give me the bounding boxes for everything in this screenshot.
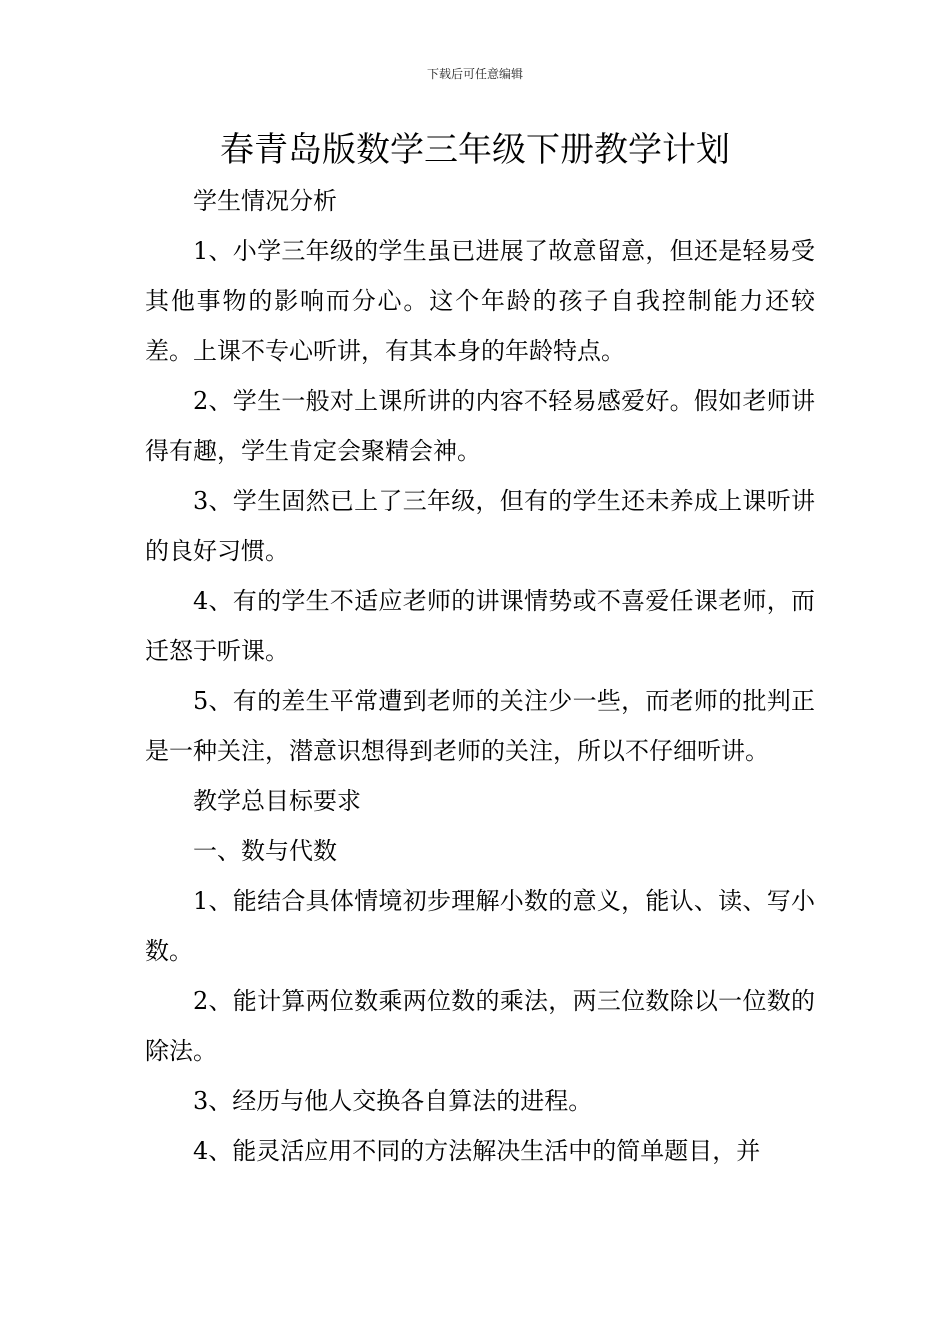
paragraph: 1、小学三年级的学生虽已进展了故意留意，但还是轻易受其他事物的影响而分心。这个年龄的孩子自我控制能力还较差。上课不专心听讲，有其本身的年龄特点。	[145, 237, 815, 365]
paragraph: 3、学生固然已上了三年级，但有的学生还未养成上课听讲的良好习惯。	[145, 487, 815, 565]
section-heading-teaching-goals: 教学总目标要求	[193, 787, 361, 815]
paragraph: 5、有的差生平常遭到老师的关注少一些，而老师的批判正是一种关注，潜意识想得到老师的关注，所以不仔细听讲。	[145, 687, 815, 765]
paragraph: 4、能灵活应用不同的方法解决生活中的简单题目，并	[193, 1137, 761, 1165]
paragraph: 1、能结合具体情境初步理解小数的意义，能认、读、写小数。	[145, 887, 815, 965]
document-title: 春青岛版数学三年级下册教学计划	[220, 130, 730, 170]
paragraph: 3、经历与他人交换各自算法的进程。	[193, 1087, 593, 1115]
subsection-heading-numbers-algebra: 一、数与代数	[193, 837, 337, 865]
section-heading-student-analysis: 学生情况分析	[193, 187, 337, 215]
document-body	[145, 176, 815, 1176]
paragraph: 2、能计算两位数乘两位数的乘法，两三位数除以一位数的除法。	[145, 987, 815, 1065]
page-header-note: 下载后可任意编辑	[426, 67, 523, 81]
paragraph: 2、学生一般对上课所讲的内容不轻易感爱好。假如老师讲得有趣，学生肯定会聚精会神。	[145, 387, 815, 465]
paragraph: 4、有的学生不适应老师的讲课情势或不喜爱任课老师，而迁怒于听课。	[145, 587, 815, 665]
